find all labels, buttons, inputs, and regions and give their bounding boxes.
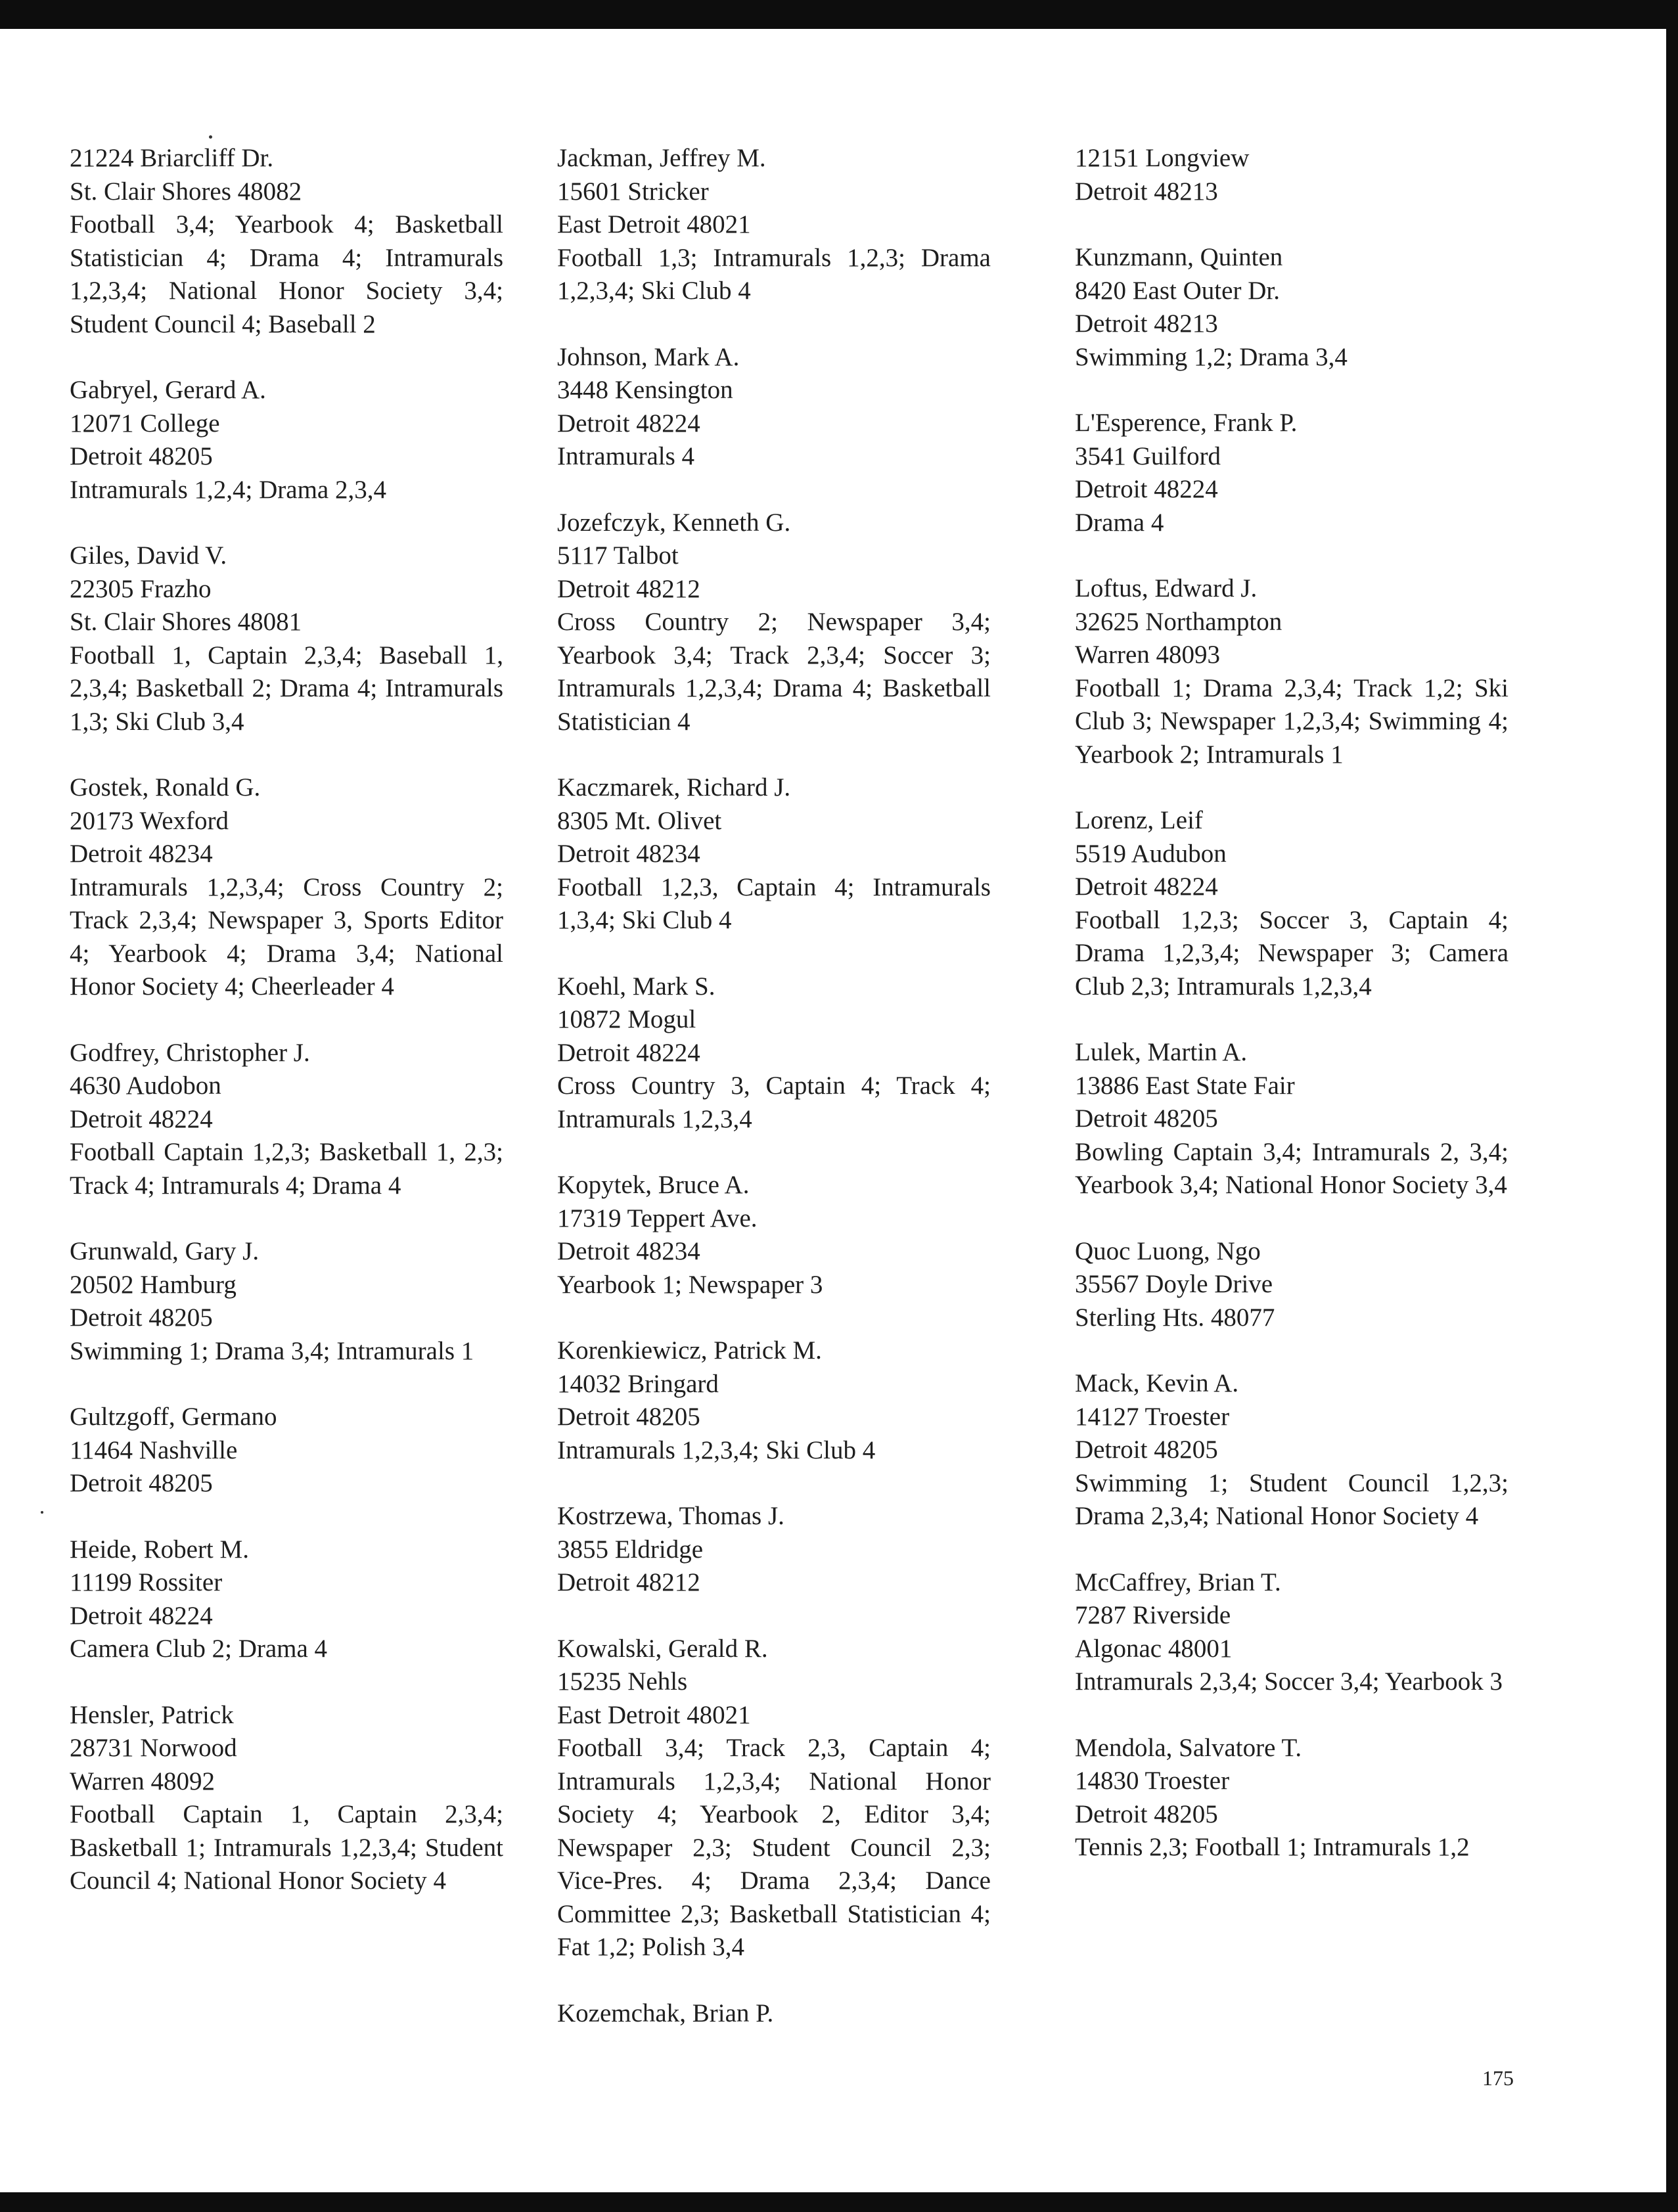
- address-line: Detroit 48224: [1075, 872, 1218, 901]
- student-entry: [557, 1169, 991, 1301]
- address-line: Detroit 48224: [557, 1038, 700, 1067]
- student-name: Gostek, Ronald G.: [70, 773, 261, 801]
- address-line: 12151 Longview: [1075, 144, 1250, 172]
- student-name: Lorenz, Leif: [1075, 806, 1203, 834]
- address-line: 15235 Nehls: [557, 1667, 688, 1696]
- address-line: 35567 Doyle Drive: [1075, 1270, 1273, 1298]
- address-line: Detroit 48224: [70, 1104, 213, 1133]
- address-line: 12071 College: [70, 409, 220, 438]
- ink-speck: [41, 1511, 43, 1514]
- activities-text: Camera Club 2; Drama 4: [70, 1635, 328, 1663]
- activities-text: Intramurals 2,3,4; Soccer 3,4; Yearbook 3: [1075, 1667, 1503, 1696]
- student-entry: [70, 771, 503, 1004]
- page-number: 175: [1482, 2066, 1514, 2090]
- ink-speck: [209, 135, 212, 139]
- student-name: Gultzgoff, Germano: [70, 1403, 277, 1431]
- student-name: Quoc Luong, Ngo: [1075, 1236, 1261, 1265]
- student-entry: [70, 1699, 503, 1898]
- student-entry: [1075, 142, 1508, 208]
- address-line: Detroit 48205: [70, 442, 213, 470]
- address-line: 15601 Stricker: [557, 177, 709, 206]
- scan-border-right: [1666, 0, 1678, 2212]
- activities-text: Cross Country 3, Captain 4; Track 4; Intramurals 1,2,3,4: [557, 1072, 991, 1133]
- student-entry: [1075, 241, 1508, 374]
- activities-text: Football Captain 1, Captain 2,3,4; Basketball 1; Intramurals 1,2,3,4; Student Council 4; National Honor Society 4: [70, 1800, 503, 1895]
- student-name: Godfrey, Christopher J.: [70, 1038, 310, 1067]
- address-line: 4630 Audobon: [70, 1072, 221, 1100]
- activities-text: Football 1, Captain 2,3,4; Baseball 1, 2,3,4; Basketball 2; Drama 4; Intramurals 1,3; Ski Club 3,4: [70, 641, 503, 736]
- student-entry: [557, 970, 991, 1137]
- activities-text: Yearbook 1; Newspaper 3: [557, 1270, 823, 1299]
- address-line: Detroit 48234: [557, 840, 700, 868]
- address-line: 17319 Teppert Ave.: [557, 1204, 758, 1232]
- student-entry: [557, 341, 991, 474]
- activities-text: Tennis 2,3; Football 1; Intramurals 1,2: [1075, 1833, 1470, 1861]
- student-name: Gabryel, Gerard A.: [70, 376, 266, 404]
- address-line: Sterling Hts. 48077: [1075, 1303, 1275, 1332]
- address-line: East Detroit 48021: [557, 1700, 751, 1729]
- activities-text: Intramurals 1,2,3,4; Ski Club 4: [557, 1435, 876, 1464]
- student-entry: [557, 142, 991, 308]
- address-line: Algonac 48001: [1075, 1634, 1233, 1663]
- directory-column-3: [1075, 142, 1508, 1897]
- student-name: Kostrzewa, Thomas J.: [557, 1502, 784, 1530]
- address-line: 3541 Guilford: [1075, 441, 1221, 470]
- student-name: McCaffrey, Brian T.: [1075, 1568, 1281, 1596]
- student-entry: [70, 1037, 503, 1203]
- scan-border-top: [0, 0, 1678, 29]
- student-entry: [557, 1997, 991, 2031]
- address-line: 13886 East State Fair: [1075, 1071, 1295, 1100]
- address-line: Detroit 48205: [557, 1403, 700, 1431]
- student-name: Mack, Kevin A.: [1075, 1369, 1239, 1397]
- address-line: 28731 Norwood: [70, 1734, 237, 1762]
- activities-text: Football 1,2,3; Soccer 3, Captain 4; Drama 1,2,3,4; Newspaper 3; Camera Club 2,3; Intramurals 1,2,3,4: [1075, 905, 1508, 1001]
- directory-column-2: [557, 142, 991, 2063]
- activities-text: Football 1; Drama 2,3,4; Track 1,2; Ski Club 3; Newspaper 1,2,3,4; Swimming 4; Yearbook 2; Intramurals 1: [1075, 673, 1508, 769]
- student-entry: [1075, 1036, 1508, 1202]
- address-line: Warren 48092: [70, 1767, 215, 1795]
- address-line: St. Clair Shores 48081: [70, 608, 302, 636]
- student-entry: [1075, 1235, 1508, 1335]
- student-entry: [70, 142, 503, 341]
- address-line: 7287 Riverside: [1075, 1601, 1231, 1629]
- address-line: 14830 Troester: [1075, 1767, 1230, 1795]
- activities-text: Intramurals 4: [557, 442, 695, 470]
- student-name: L'Esperence, Frank P.: [1075, 409, 1298, 437]
- student-name: Mendola, Salvatore T.: [1075, 1733, 1302, 1762]
- address-line: Detroit 48213: [1075, 177, 1218, 206]
- student-entry: [70, 374, 503, 507]
- student-entry: [1075, 1732, 1508, 1864]
- directory-column-1: [70, 142, 503, 1931]
- address-line: 3855 Eldridge: [557, 1535, 704, 1564]
- address-line: 5519 Audubon: [1075, 839, 1227, 868]
- address-line: 22305 Frazho: [70, 574, 212, 603]
- student-entry: [1075, 1367, 1508, 1533]
- address-line: Detroit 48212: [557, 1568, 700, 1596]
- student-name: Loftus, Edward J.: [1075, 574, 1258, 602]
- student-entry: [557, 507, 991, 739]
- address-line: 14127 Troester: [1075, 1402, 1230, 1431]
- activities-text: Cross Country 2; Newspaper 3,4; Yearbook 3,4; Track 2,3,4; Soccer 3; Intramurals 1,2,3,4; Drama 4; Basketball Statistician 4: [557, 608, 991, 736]
- address-line: 5117 Talbot: [557, 541, 679, 570]
- address-line: Detroit 48205: [1075, 1799, 1218, 1828]
- student-name: Kowalski, Gerald R.: [557, 1634, 768, 1663]
- activities-text: Swimming 1; Drama 3,4; Intramurals 1: [70, 1336, 474, 1365]
- student-name: Kaczmarek, Richard J.: [557, 773, 791, 801]
- address-line: 11464 Nashville: [70, 1435, 238, 1464]
- student-entry: [1075, 407, 1508, 539]
- address-line: 8420 East Outer Dr.: [1075, 276, 1280, 305]
- address-line: 11199 Rossiter: [70, 1568, 223, 1596]
- address-line: Detroit 48234: [557, 1237, 700, 1265]
- student-name: Kopytek, Bruce A.: [557, 1171, 750, 1199]
- activities-text: Football Captain 1,2,3; Basketball 1, 2,3; Track 4; Intramurals 4; Drama 4: [70, 1138, 503, 1200]
- student-entry: [1075, 1566, 1508, 1699]
- student-entry: [557, 1334, 991, 1467]
- address-line: Detroit 48205: [70, 1469, 213, 1497]
- activities-text: Football 1,3; Intramurals 1,2,3; Drama 1,2,3,4; Ski Club 4: [557, 243, 991, 305]
- scan-border-bottom: [0, 2192, 1678, 2212]
- address-line: Detroit 48234: [70, 840, 213, 868]
- address-line: St. Clair Shores 48082: [70, 177, 302, 206]
- student-entry: [557, 771, 991, 937]
- student-entry: [70, 539, 503, 738]
- activities-text: Swimming 1,2; Drama 3,4: [1075, 342, 1348, 371]
- student-name: Jackman, Jeffrey M.: [557, 144, 766, 172]
- address-line: Detroit 48205: [1075, 1104, 1218, 1133]
- student-entry: [1075, 572, 1508, 771]
- address-line: Detroit 48213: [1075, 309, 1218, 338]
- student-name: Lulek, Martin A.: [1075, 1038, 1248, 1066]
- student-name: Korenkiewicz, Patrick M.: [557, 1336, 822, 1365]
- student-entry: [1075, 804, 1508, 1003]
- activities-text: Football 3,4; Yearbook 4; Basketball Statistician 4; Drama 4; Intramurals 1,2,3,4; National Honor Society 3,4; Student Council 4; Baseball 2: [70, 210, 503, 338]
- address-line: 3448 Kensington: [557, 376, 733, 404]
- student-entry: [557, 1500, 991, 1600]
- address-line: Detroit 48205: [1075, 1435, 1218, 1464]
- address-line: 8305 Mt. Olivet: [557, 806, 722, 835]
- student-name: Koehl, Mark S.: [557, 972, 715, 1001]
- address-line: Warren 48093: [1075, 641, 1221, 669]
- activities-text: Intramurals 1,2,4; Drama 2,3,4: [70, 475, 386, 504]
- address-line: Detroit 48205: [70, 1303, 213, 1332]
- address-line: 21224 Briarcliff Dr.: [70, 144, 274, 172]
- activities-text: Football 1,2,3, Captain 4; Intramurals 1,3,4; Ski Club 4: [557, 872, 991, 934]
- activities-text: Bowling Captain 3,4; Intramurals 2, 3,4; Yearbook 3,4; National Honor Society 3,4: [1075, 1137, 1508, 1199]
- activities-text: Swimming 1; Student Council 1,2,3; Drama 2,3,4; National Honor Society 4: [1075, 1468, 1508, 1530]
- student-entry: [70, 1401, 503, 1501]
- activities-text: Intramurals 1,2,3,4; Cross Country 2; Track 2,3,4; Newspaper 3, Sports Editor 4; Yearbook 4; Drama 3,4; National Honor Society 4; Cheerleader 4: [70, 872, 503, 1001]
- address-line: Detroit 48224: [557, 409, 700, 438]
- address-line: 32625 Northampton: [1075, 607, 1282, 636]
- address-line: 20173 Wexford: [70, 806, 229, 835]
- address-line: Detroit 48224: [70, 1601, 213, 1630]
- student-entry: [557, 1633, 991, 1964]
- student-name: Hensler, Patrick: [70, 1700, 234, 1729]
- address-line: 20502 Hamburg: [70, 1270, 237, 1299]
- address-line: East Detroit 48021: [557, 210, 751, 238]
- activities-text: Football 3,4; Track 2,3, Captain 4; Intramurals 1,2,3,4; National Honor Society 4; Yearbook 2, Editor 3,4; Newspaper 2,3; Student Council 2,3; Vice-Pres. 4; Drama 2,3,4; Dance Committee 2,3; Basketball Statistician 4; Fat 1,2; Polish 3,4: [557, 1734, 991, 1961]
- student-entry: [70, 1533, 503, 1666]
- address-line: 10872 Mogul: [557, 1005, 696, 1033]
- address-line: Kozemchak, Brian P.: [557, 1998, 774, 2027]
- student-name: Giles, David V.: [70, 541, 227, 570]
- student-entry: [70, 1235, 503, 1368]
- student-name: Heide, Robert M.: [70, 1535, 249, 1564]
- student-name: Johnson, Mark A.: [557, 342, 740, 371]
- student-name: Kunzmann, Quinten: [1075, 243, 1283, 271]
- student-name: Jozefczyk, Kenneth G.: [557, 508, 791, 537]
- address-line: 14032 Bringard: [557, 1369, 719, 1398]
- student-name: Grunwald, Gary J.: [70, 1237, 260, 1265]
- address-line: Detroit 48212: [557, 574, 700, 603]
- address-line: Detroit 48224: [1075, 475, 1218, 503]
- activities-text: Drama 4: [1075, 508, 1164, 537]
